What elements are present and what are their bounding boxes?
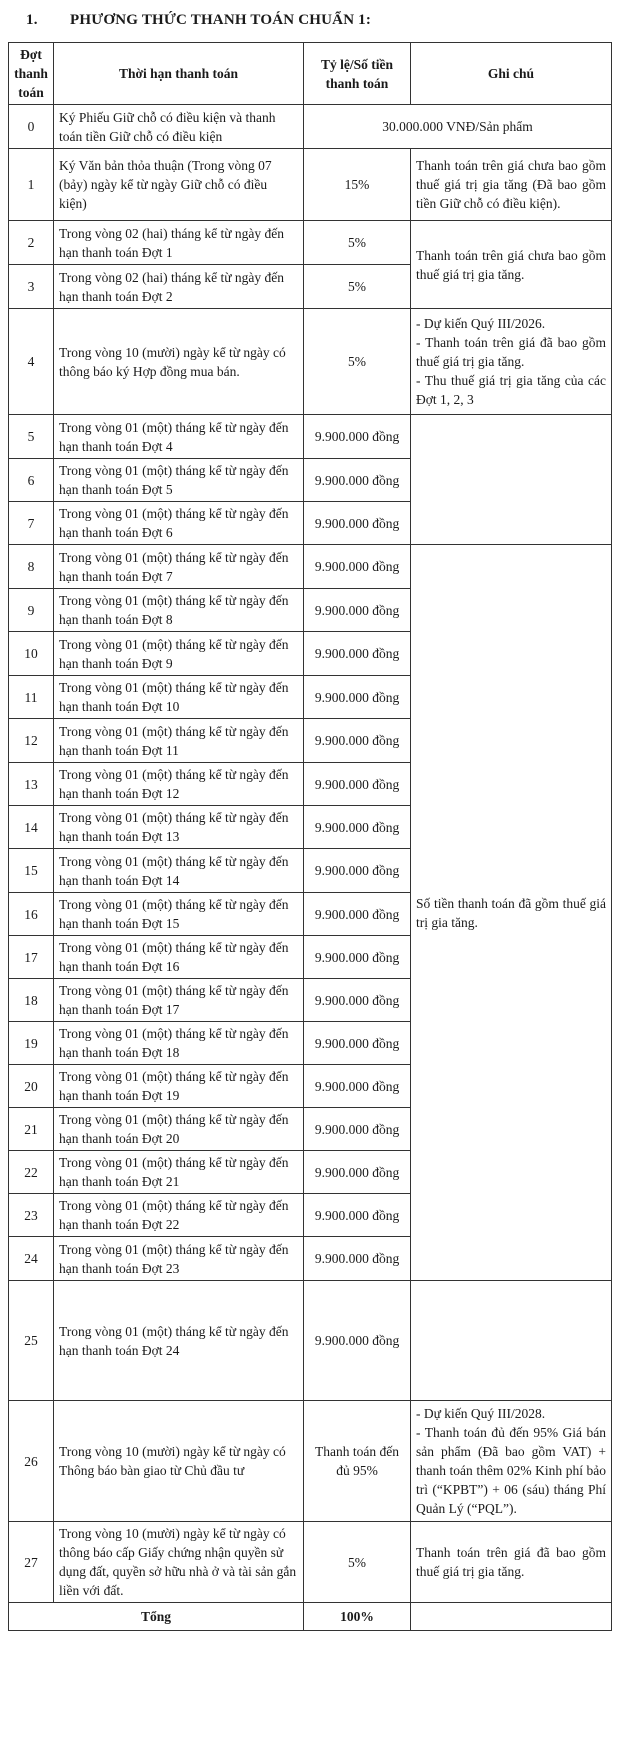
table-row: [9, 221, 612, 265]
installment-number: 17: [9, 936, 54, 979]
installment-number: 12: [9, 719, 54, 763]
payment-rate: 9.900.000 đồng: [304, 1237, 411, 1281]
payment-rate: 9.900.000 đồng: [304, 545, 411, 589]
installment-number: 24: [9, 1237, 54, 1281]
payment-deadline: Trong vòng 01 (một) tháng kể từ ngày đến hạn thanh toán Đợt 19: [54, 1065, 304, 1108]
payment-rate: 9.900.000 đồng: [304, 1194, 411, 1237]
installment-number: 7: [9, 502, 54, 545]
note-cell: Số tiền thanh toán đã gồm thuế giá trị gia tăng.: [411, 545, 612, 1281]
table-row: [9, 309, 612, 415]
payment-deadline: Trong vòng 01 (một) tháng kể từ ngày đến hạn thanh toán Đợt 22: [54, 1194, 304, 1237]
payment-rate: 9.900.000 đồng: [304, 719, 411, 763]
payment-rate: 9.900.000 đồng: [304, 936, 411, 979]
installment-number: 9: [9, 589, 54, 632]
installment-number: 21: [9, 1108, 54, 1151]
payment-rate: 9.900.000 đồng: [304, 589, 411, 632]
installment-number: 1: [9, 149, 54, 221]
payment-rate: 9.900.000 đồng: [304, 893, 411, 936]
note-row26: [411, 1401, 612, 1522]
table-row: [9, 545, 612, 589]
payment-deadline: Trong vòng 01 (một) tháng kể từ ngày đến hạn thanh toán Đợt 14: [54, 849, 304, 893]
table-row: [9, 1281, 612, 1401]
payment-rate: 5%: [304, 309, 411, 415]
installment-number: 27: [9, 1522, 54, 1603]
table-row: [9, 415, 612, 459]
payment-deadline: Trong vòng 01 (một) tháng kể từ ngày đến hạn thanh toán Đợt 5: [54, 459, 304, 502]
total-label: Tổng: [9, 1603, 304, 1631]
note-empty: [411, 415, 612, 545]
installment-number: 19: [9, 1022, 54, 1065]
payment-rate: Thanh toán đến đủ 95%: [304, 1401, 411, 1522]
installment-number: 26: [9, 1401, 54, 1522]
note-line: - Thu thuế giá trị gia tăng của các Đợt 1, 2, 3: [416, 373, 606, 407]
total-note-empty: [411, 1603, 612, 1631]
payment-rate: 9.900.000 đồng: [304, 632, 411, 676]
payment-rate: 5%: [304, 221, 411, 265]
payment-deadline: Trong vòng 01 (một) tháng kể từ ngày đến hạn thanh toán Đợt 12: [54, 763, 304, 806]
payment-rate: 9.900.000 đồng: [304, 415, 411, 459]
note-row4: [411, 309, 612, 415]
section-number: 1.: [26, 12, 38, 28]
installment-number: 4: [9, 309, 54, 415]
total-row: [9, 1603, 612, 1631]
total-value: 100%: [304, 1603, 411, 1631]
installment-number: 5: [9, 415, 54, 459]
note-line: - Thanh toán đủ đến 95% Giá bán sản phẩm (Đã bao gồm VAT) + thanh toán thêm 02% Kinh phí bảo trì (“KPBT”) + 06 (sáu) tháng Phí Quản Lý (“PQL”).: [416, 1425, 606, 1516]
payment-deadline: Ký Văn bản thỏa thuận (Trong vòng 07 (bảy) ngày kể từ ngày Giữ chỗ có điều kiện): [54, 149, 304, 221]
installment-number: 3: [9, 265, 54, 309]
note-line: - Dự kiến Quý III/2028.: [416, 1406, 546, 1421]
header-deadline: Thời hạn thanh toán: [54, 43, 304, 105]
note-line: - Dự kiến Quý III/2026.: [416, 316, 546, 331]
payment-deadline: Ký Phiếu Giữ chỗ có điều kiện và thanh toán tiền Giữ chỗ có điều kiện: [54, 105, 304, 149]
payment-rate: 9.900.000 đồng: [304, 502, 411, 545]
installment-number: 25: [9, 1281, 54, 1401]
note-cell: Thanh toán trên giá chưa bao gồm thuế giá trị gia tăng (Đã bao gồm tiền Giữ chỗ có điều kiện).: [411, 149, 612, 221]
payment-deadline: Trong vòng 10 (mười) ngày kể từ ngày có Thông báo bàn giao từ Chủ đầu tư: [54, 1401, 304, 1522]
payment-deadline: Trong vòng 01 (một) tháng kể từ ngày đến hạn thanh toán Đợt 18: [54, 1022, 304, 1065]
payment-rate: 5%: [304, 265, 411, 309]
payment-deadline: Trong vòng 01 (một) tháng kể từ ngày đến hạn thanh toán Đợt 9: [54, 632, 304, 676]
installment-number: 18: [9, 979, 54, 1022]
installment-number: 0: [9, 105, 54, 149]
note-empty: [411, 1281, 612, 1401]
payment-rate: 9.900.000 đồng: [304, 459, 411, 502]
payment-deadline: Trong vòng 01 (một) tháng kể từ ngày đến hạn thanh toán Đợt 7: [54, 545, 304, 589]
section-heading: [26, 12, 371, 29]
payment-deadline: Trong vòng 10 (mười) ngày kể từ ngày có thông báo cấp Giấy chứng nhận quyền sử dụng đất, quyền sở hữu nhà ở và tài sản gắn liền với đất.: [54, 1522, 304, 1603]
payment-deadline: Trong vòng 10 (mười) ngày kể từ ngày có thông báo ký Hợp đồng mua bán.: [54, 309, 304, 415]
installment-number: 16: [9, 893, 54, 936]
payment-rate: 15%: [304, 149, 411, 221]
payment-rate: 9.900.000 đồng: [304, 849, 411, 893]
installment-number: 2: [9, 221, 54, 265]
payment-deadline: Trong vòng 01 (một) tháng kể từ ngày đến hạn thanh toán Đợt 13: [54, 806, 304, 849]
payment-deadline: Trong vòng 01 (một) tháng kể từ ngày đến hạn thanh toán Đợt 21: [54, 1151, 304, 1194]
payment-rate: 9.900.000 đồng: [304, 763, 411, 806]
installment-number: 6: [9, 459, 54, 502]
payment-rate: 9.900.000 đồng: [304, 1108, 411, 1151]
payment-deadline: Trong vòng 01 (một) tháng kể từ ngày đến hạn thanh toán Đợt 8: [54, 589, 304, 632]
installment-number: 22: [9, 1151, 54, 1194]
installment-number: 20: [9, 1065, 54, 1108]
payment-rate: 30.000.000 VNĐ/Sản phẩm: [304, 105, 612, 149]
payment-deadline: Trong vòng 01 (một) tháng kể từ ngày đến hạn thanh toán Đợt 15: [54, 893, 304, 936]
payment-deadline: Trong vòng 01 (một) tháng kể từ ngày đến hạn thanh toán Đợt 4: [54, 415, 304, 459]
payment-rate: 9.900.000 đồng: [304, 1065, 411, 1108]
payment-deadline: Trong vòng 01 (một) tháng kể từ ngày đến hạn thanh toán Đợt 10: [54, 676, 304, 719]
payment-deadline: Trong vòng 01 (một) tháng kể từ ngày đến hạn thanh toán Đợt 11: [54, 719, 304, 763]
payment-deadline: Trong vòng 01 (một) tháng kể từ ngày đến hạn thanh toán Đợt 16: [54, 936, 304, 979]
payment-deadline: Trong vòng 01 (một) tháng kể từ ngày đến hạn thanh toán Đợt 20: [54, 1108, 304, 1151]
installment-number: 14: [9, 806, 54, 849]
payment-deadline: Trong vòng 01 (một) tháng kể từ ngày đến hạn thanh toán Đợt 23: [54, 1237, 304, 1281]
table-row: [9, 1522, 612, 1603]
payment-deadline: Trong vòng 02 (hai) tháng kể từ ngày đến hạn thanh toán Đợt 2: [54, 265, 304, 309]
table-row: [9, 105, 612, 149]
section-title: PHƯƠNG THỨC THANH TOÁN CHUẨN 1:: [70, 12, 372, 28]
payment-rate: 9.900.000 đồng: [304, 806, 411, 849]
note-line: - Thanh toán trên giá đã bao gồm thuế giá trị gia tăng.: [416, 335, 606, 369]
payment-rate: 9.900.000 đồng: [304, 1022, 411, 1065]
header-installment: Đợt thanh toán: [9, 43, 54, 105]
payment-rate: 9.900.000 đồng: [304, 979, 411, 1022]
payment-schedule-table: [8, 42, 612, 1631]
payment-rate: 9.900.000 đồng: [304, 1151, 411, 1194]
header-note: Ghi chú: [411, 43, 612, 105]
payment-deadline: Trong vòng 01 (một) tháng kể từ ngày đến hạn thanh toán Đợt 6: [54, 502, 304, 545]
payment-deadline: Trong vòng 01 (một) tháng kể từ ngày đến hạn thanh toán Đợt 17: [54, 979, 304, 1022]
installment-number: 23: [9, 1194, 54, 1237]
installment-number: 11: [9, 676, 54, 719]
installment-number: 13: [9, 763, 54, 806]
table-row: [9, 1401, 612, 1522]
header-rate: Tỷ lệ/Số tiền thanh toán: [304, 43, 411, 105]
payment-rate: 9.900.000 đồng: [304, 1281, 411, 1401]
payment-deadline: Trong vòng 01 (một) tháng kể từ ngày đến hạn thanh toán Đợt 24: [54, 1281, 304, 1401]
note-cell: Thanh toán trên giá chưa bao gồm thuế giá trị gia tăng.: [411, 221, 612, 309]
payment-rate: 9.900.000 đồng: [304, 676, 411, 719]
table-row: [9, 149, 612, 221]
note-cell: Thanh toán trên giá đã bao gồm thuế giá trị gia tăng.: [411, 1522, 612, 1603]
installment-number: 8: [9, 545, 54, 589]
installment-number: 15: [9, 849, 54, 893]
installment-number: 10: [9, 632, 54, 676]
payment-deadline: Trong vòng 02 (hai) tháng kể từ ngày đến hạn thanh toán Đợt 1: [54, 221, 304, 265]
payment-rate: 5%: [304, 1522, 411, 1603]
table-header-row: [9, 43, 612, 105]
